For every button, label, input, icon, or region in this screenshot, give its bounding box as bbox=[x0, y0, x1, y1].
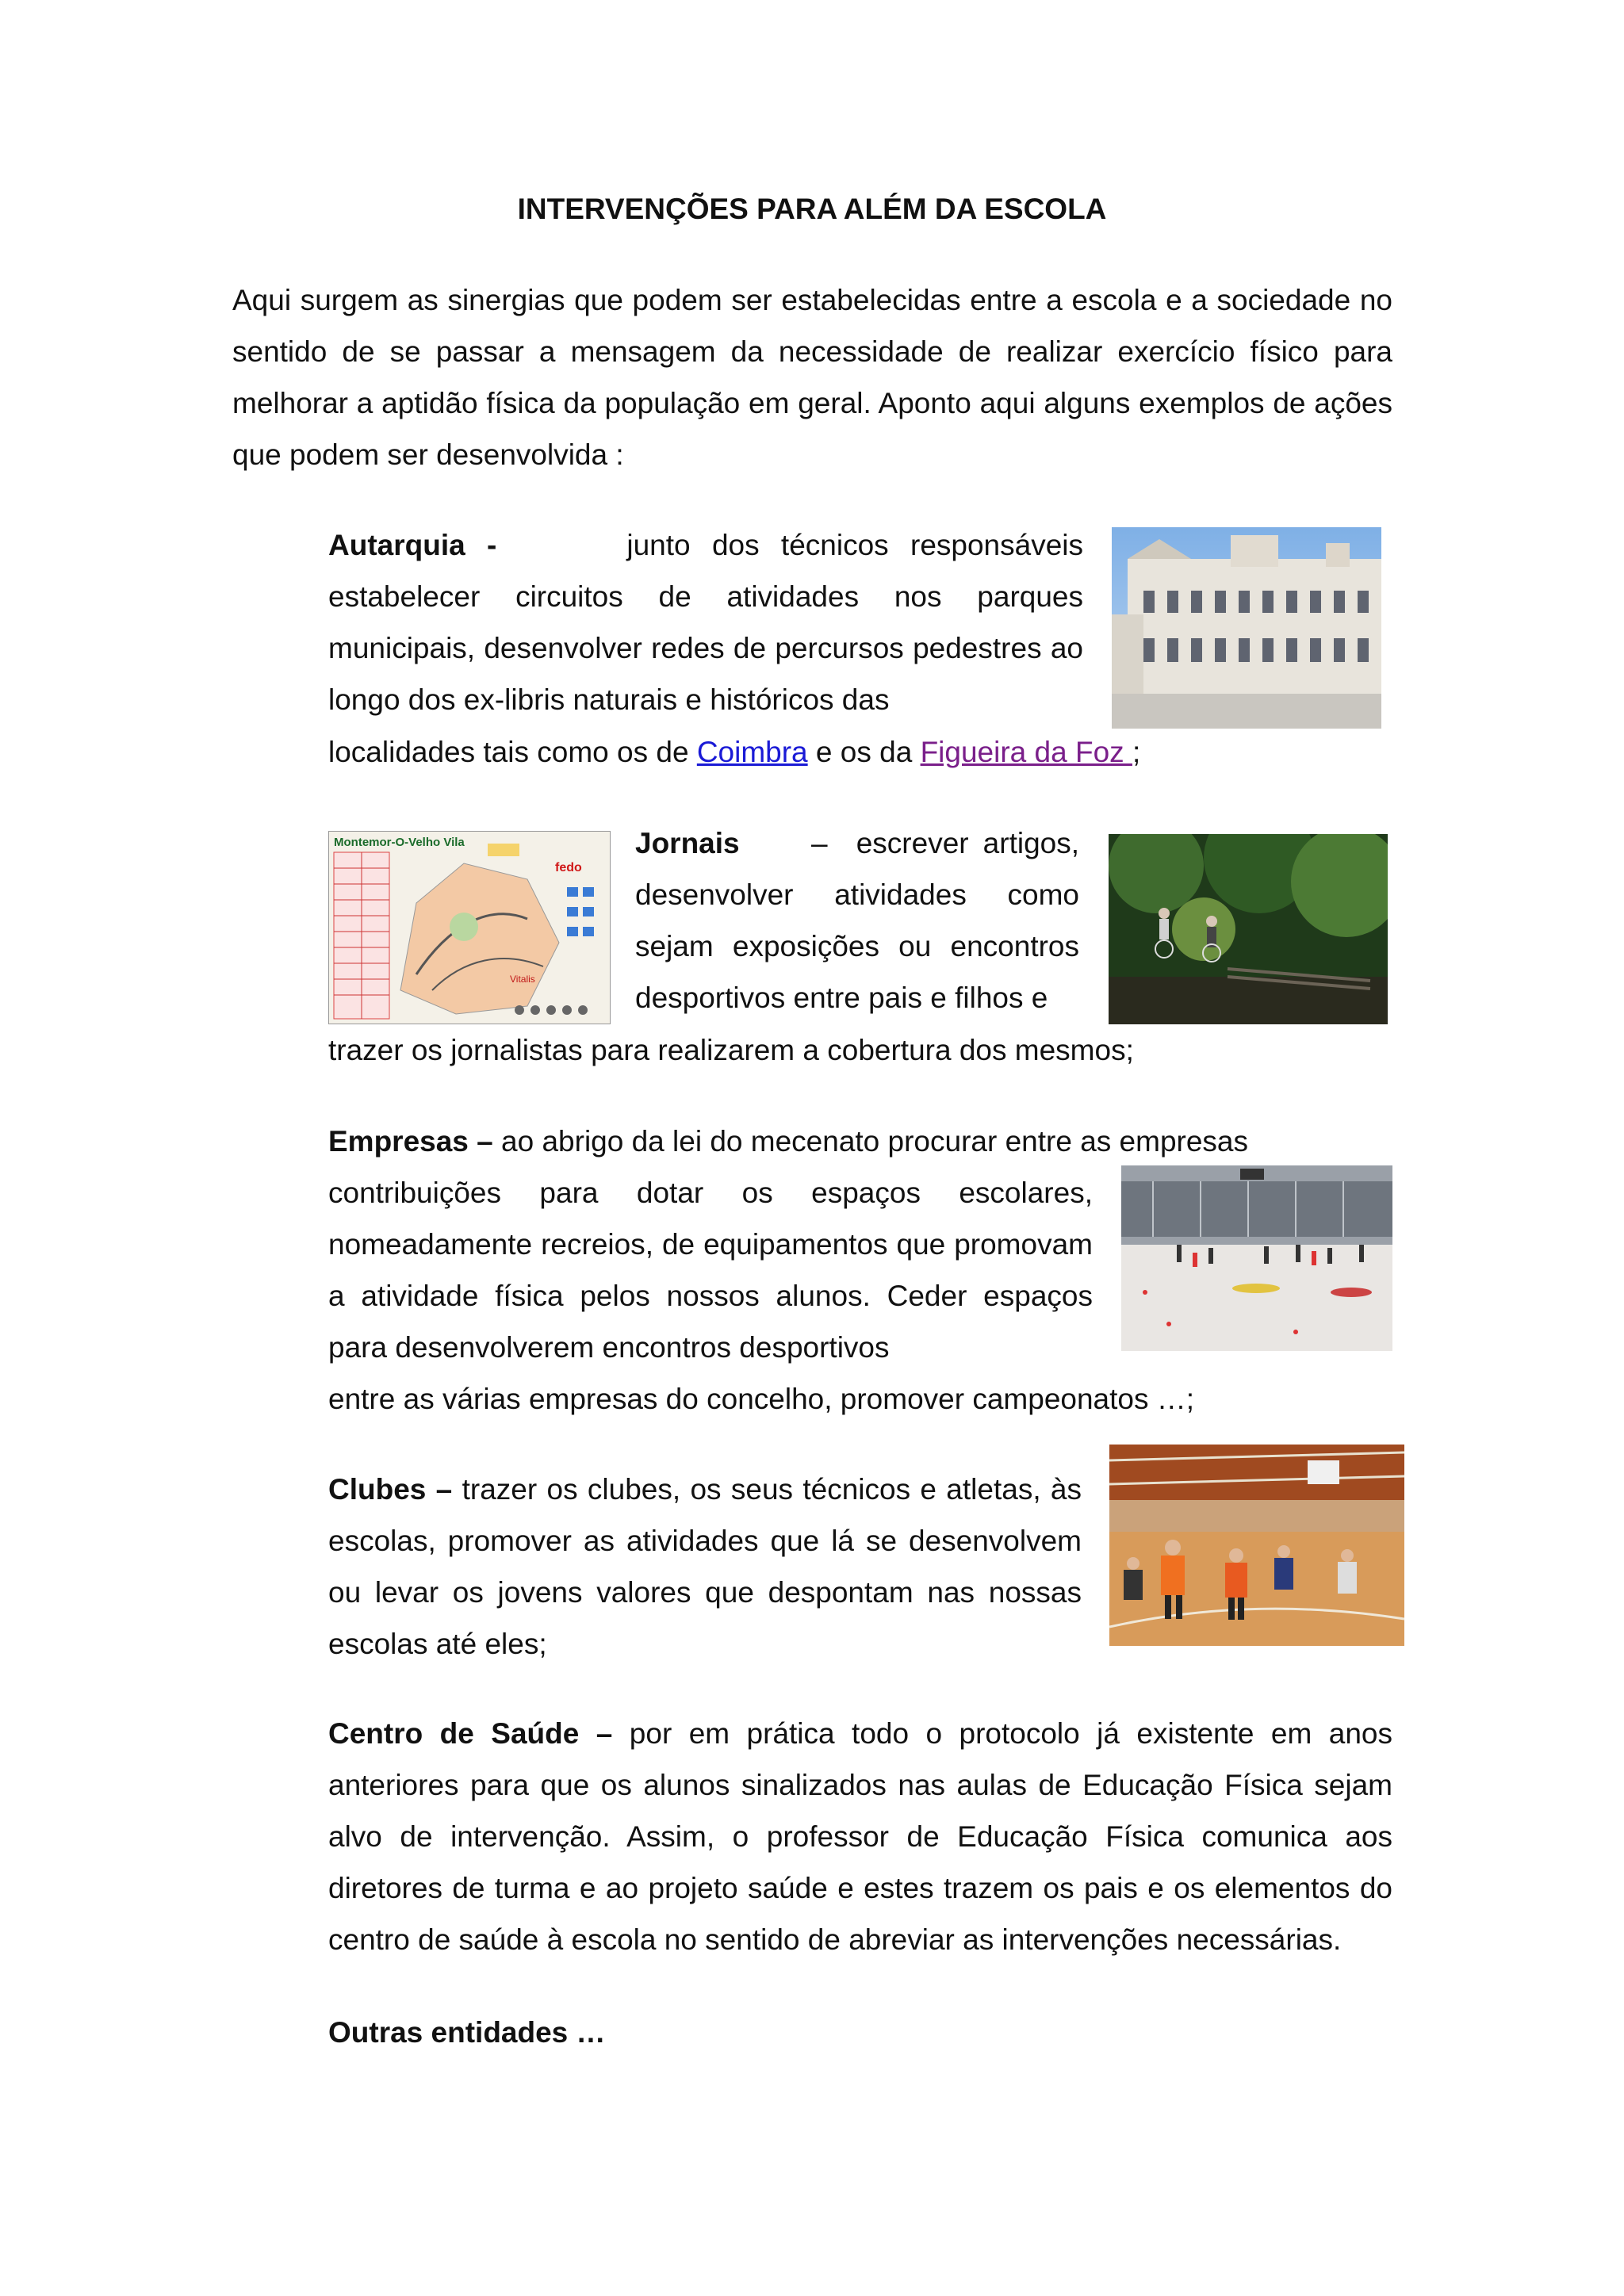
orienteering-map-image bbox=[328, 831, 611, 1024]
figueira-da-foz-link[interactable]: Figueira da Foz bbox=[920, 736, 1132, 768]
clubes-text: trazer os clubes, os seus técnicos e atletas, às escolas, promover as atividades que lá se desenvolvem ou levar os jovens valores que despontam nas nossas escolas até eles; bbox=[328, 1473, 1082, 1660]
gym-basketball-photo bbox=[1109, 1445, 1404, 1646]
centro-saude-heading: Centro de Saúde – bbox=[328, 1717, 613, 1750]
intro-paragraph: Aqui surgem as sinergias que podem ser estabelecidas entre a escola e a sociedade no sentido de se passar a mensagem da necessidade de realizar exercício físico para melhorar a aptidão física da população em geral. Aponto aqui alguns exemplos de ações que podem ser desenvolvida : bbox=[232, 284, 1392, 471]
empresas-last-line: entre as várias empresas do concelho, promover campeonatos …; bbox=[328, 1383, 1195, 1415]
autarquia-paragraph bbox=[328, 519, 1083, 725]
centro-saude-text: por em prática todo o protocolo já existente em anos anteriores para que os alunos sinalizados nas aulas de Educação Física sejam alvo de intervenção. Assim, o professor de Educação Física comunica aos diretores de turma e ao projeto saúde e estes trazem os pais e os elementos do centro de saúde à escola no sentido de abreviar as intervenções necessárias. bbox=[328, 1717, 1393, 1956]
jornais-paragraph bbox=[635, 817, 1079, 1024]
jornais-heading: Jornais bbox=[635, 827, 740, 859]
clubes-heading: Clubes – bbox=[328, 1473, 453, 1506]
jornais-dash: – bbox=[810, 827, 828, 859]
outras-entidades-heading: Outras entidades … bbox=[328, 2016, 606, 2049]
bikers-forest-photo bbox=[1109, 834, 1388, 1024]
jornais-last-line: trazer os jornalistas para realizarem a cobertura dos mesmos; bbox=[328, 1034, 1134, 1066]
empresas-wrapped-paragraph: contribuições para dotar os espaços escolares, nomeadamente recreios, de equipamentos que promovam a atividade física pelos nossos alunos. Ceder espaços para desenvolverem encontros desportivos bbox=[328, 1177, 1093, 1364]
map-side-text: Vitalis bbox=[510, 974, 535, 985]
building-photo bbox=[1112, 527, 1381, 729]
autarquia-middle-text: e os da bbox=[807, 736, 921, 768]
empresas-heading: Empresas – bbox=[328, 1125, 493, 1158]
coimbra-link[interactable]: Coimbra bbox=[696, 736, 808, 768]
autarquia-tail-text: localidades tais como os de bbox=[328, 736, 697, 768]
autarquia-end-text: ; bbox=[1132, 736, 1141, 768]
map-title-text: Montemor-O-Velho Vila bbox=[334, 836, 465, 849]
clubes-paragraph bbox=[328, 1464, 1082, 1670]
map-logo-text: fedo bbox=[555, 861, 582, 874]
jornais-text-start: escrever artigos, desenvolver atividades como sejam exposições ou encontros desportivos entre pais e filhos e bbox=[635, 827, 1079, 1014]
page-title: INTERVENÇÕES PARA ALÉM DA ESCOLA bbox=[517, 193, 1107, 225]
autarquia-last-line bbox=[328, 726, 1280, 778]
autarquia-heading: Autarquia - bbox=[328, 529, 497, 561]
autarquia-text: junto dos técnicos responsáveis estabelecer circuitos de atividades nos parques municipais, desenvolver redes de percursos pedestres ao longo dos ex-libris naturais e históricos das bbox=[328, 529, 1084, 716]
empresas-paragraph bbox=[328, 1115, 1392, 1167]
empresas-text-line1: ao abrigo da lei do mecenato procurar entre as empresas bbox=[501, 1125, 1249, 1158]
centro-saude-paragraph bbox=[328, 1708, 1392, 1965]
company-hangar-photo bbox=[1121, 1165, 1392, 1351]
